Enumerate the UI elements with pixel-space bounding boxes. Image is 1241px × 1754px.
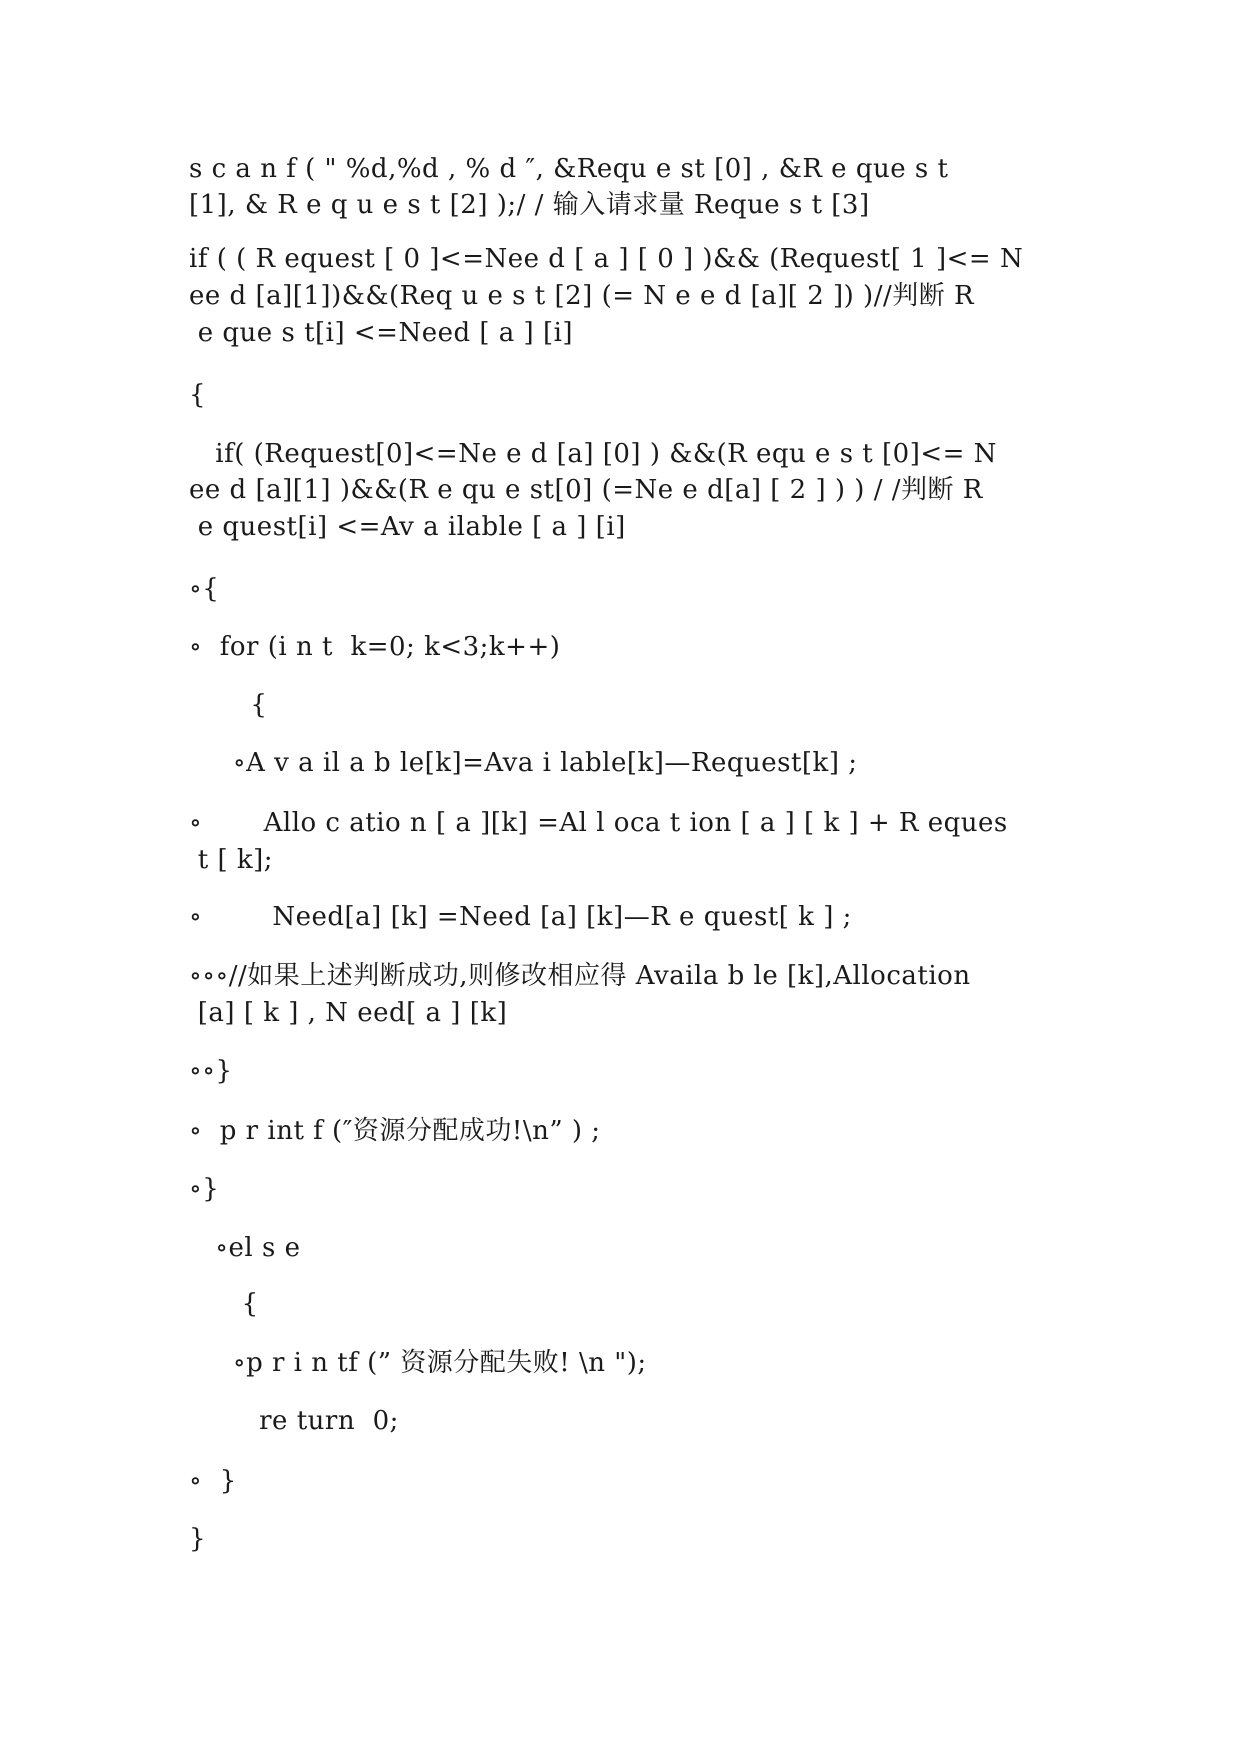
code-line: }	[189, 1524, 207, 1554]
code-line: ∘ Need[a] [k] =Need [a] [k]—R e quest[ k ] ;	[189, 902, 852, 932]
code-line: re turn 0;	[189, 1406, 399, 1436]
code-line: ∘p r i n tf (” 资源分配失败! \n ");	[189, 1348, 647, 1378]
code-line: [1], & R e q u e s t [2] );/ / 输入请求量 Reque s t [3]	[189, 190, 870, 220]
code-line: if( (Request[0]<=Ne e d [a] [0] ) &&(R equ e s t [0]<= N	[189, 439, 997, 469]
code-line: s c a n f ( " %d,%d , % d ″, &Requ e st [0] , &R e que s t	[189, 154, 949, 184]
code-line: ∘ for (i n t k=0; k<3;k++)	[189, 632, 561, 662]
code-line: ee d [a][1] )&&(R e qu e st[0] (=Ne e d[a] [ 2 ] ) ) / /判断 R	[189, 475, 983, 505]
code-line: ∘el s e	[189, 1233, 301, 1263]
code-line: if ( ( R equest [ 0 ]<=Nee d [ a ] [ 0 ] )&& (Request[ 1 ]<= N	[189, 244, 1024, 274]
code-line: ∘{	[189, 574, 220, 604]
code-line: ∘∘}	[189, 1056, 233, 1086]
code-line: {	[189, 380, 207, 410]
code-line: ∘ Allo c atio n [ a ][k] =Al l oca t ion [ a ] [ k ] + R eques	[189, 808, 1008, 838]
code-line: e que s t[i] <=Need [ a ] [i]	[189, 318, 574, 348]
code-line: ∘∘∘//如果上述判断成功,则修改相应得 Availa b le [k],Allocation	[189, 961, 971, 991]
code-line: t [ k];	[189, 845, 274, 875]
code-line: ∘}	[189, 1174, 220, 1204]
code-line: ∘A v a il a b le[k]=Ava i lable[k]—Request[k] ;	[189, 748, 858, 778]
code-line: {	[189, 1289, 259, 1319]
code-line: ∘ }	[189, 1466, 237, 1496]
code-line: e quest[i] <=Av a ilable [ a ] [i]	[189, 512, 626, 542]
code-line: {	[189, 690, 268, 720]
code-line: [a] [ k ] , N eed[ a ] [k]	[189, 998, 508, 1028]
code-line: ∘ p r int f (″资源分配成功!\n” ) ;	[189, 1116, 601, 1146]
code-line: ee d [a][1])&&(Req u e s t [2] (= N e e d [a][ 2 ]) )//判断 R	[189, 281, 975, 311]
